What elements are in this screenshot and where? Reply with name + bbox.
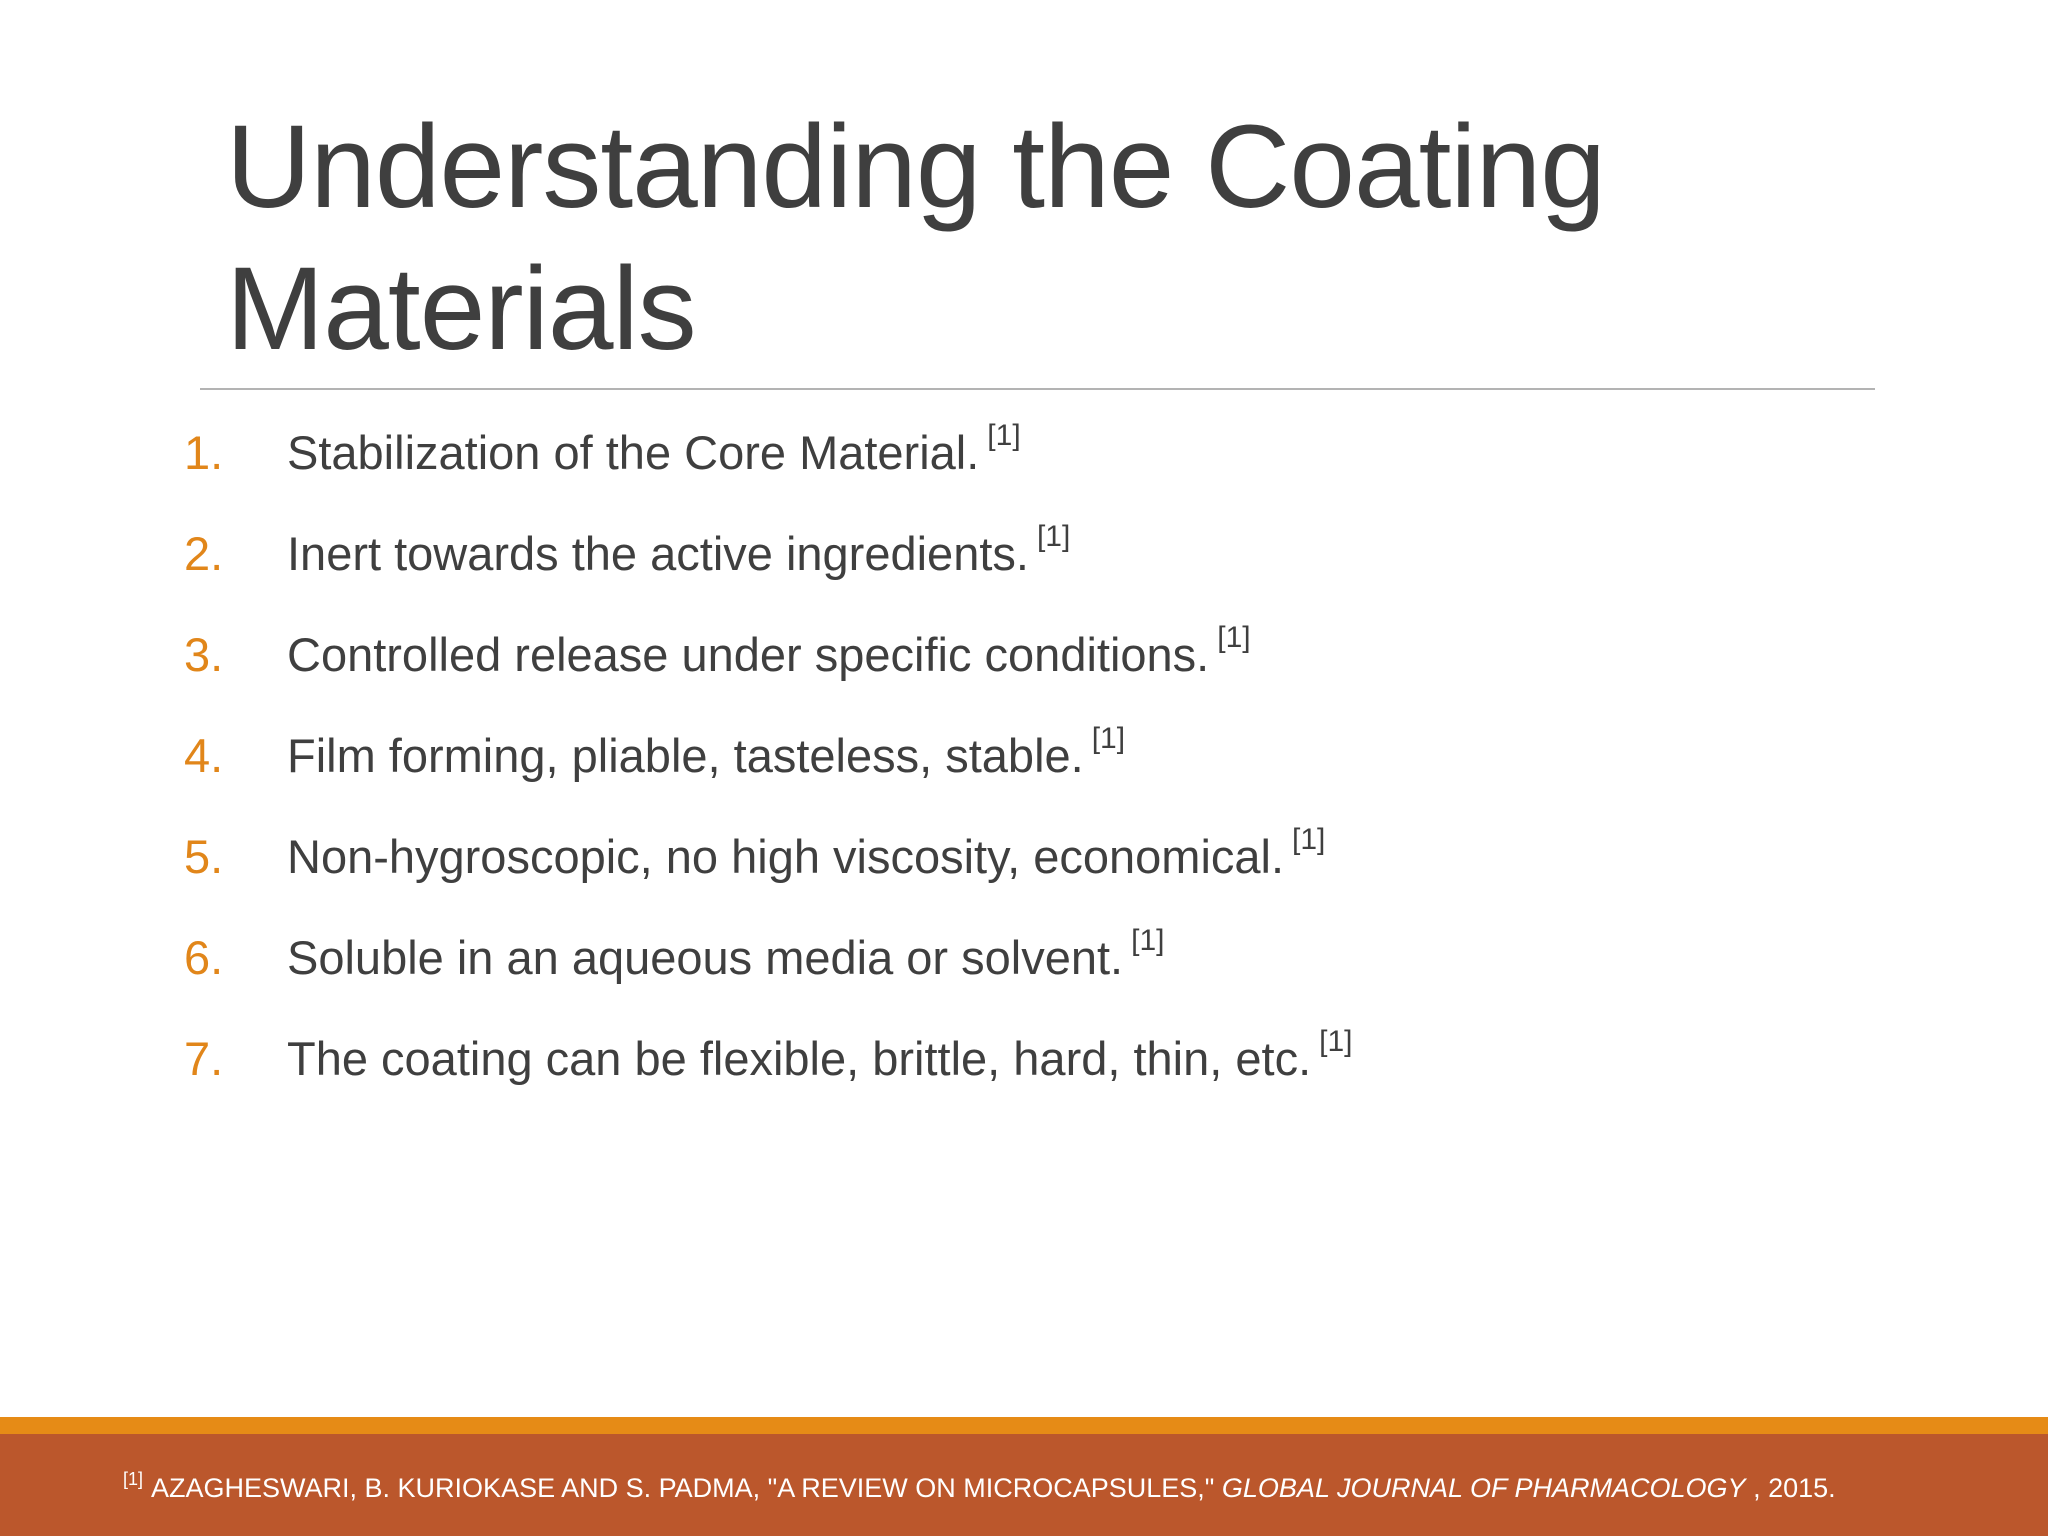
- citation-marker: [1]: [1036, 520, 1071, 553]
- item-number: 5.: [184, 830, 224, 883]
- reference-journal: GLOBAL JOURNAL OF PHARMACOLOGY: [1221, 1473, 1746, 1503]
- citation-marker: [1]: [1292, 823, 1326, 856]
- requirements-list: [0, 418, 2048, 1125]
- item-text: [287, 923, 1164, 993]
- item-number: 3.: [184, 628, 224, 681]
- reference-year: , 2015.: [1745, 1473, 1836, 1503]
- item-label: Film forming, pliable, tasteless, stable.: [287, 729, 1084, 782]
- title-divider: [200, 388, 1875, 390]
- citation-marker: [1]: [1217, 621, 1251, 654]
- list-item: [0, 721, 2048, 822]
- item-label: The coating can be flexible, brittle, hard, thin, etc.: [287, 1032, 1312, 1085]
- item-number: 1.: [184, 426, 224, 479]
- item-label: Soluble in an aqueous media or solvent.: [287, 931, 1124, 984]
- item-number: 2.: [184, 527, 224, 580]
- citation-marker: [1]: [1131, 924, 1165, 957]
- list-item: [0, 822, 2048, 923]
- item-text: [287, 519, 1070, 589]
- list-item: [0, 620, 2048, 721]
- item-text: [287, 721, 1125, 791]
- item-text: [287, 822, 1325, 892]
- citation-marker: [1]: [1091, 722, 1126, 755]
- item-text: [287, 620, 1251, 690]
- reference-marker: [1]: [123, 1469, 144, 1489]
- item-label: Non-hygroscopic, no high viscosity, economical.: [287, 830, 1285, 883]
- item-label: Stabilization of the Core Material.: [287, 426, 980, 479]
- footer-reference: [123, 1470, 1836, 1506]
- item-number: 6.: [184, 931, 224, 984]
- reference-authors-title: AZAGHESWARI, B. KURIOKASE AND S. PADMA, "A REVIEW ON MICROCAPSULES,": [151, 1473, 1222, 1503]
- list-item: [0, 1024, 2048, 1125]
- item-text: [287, 1024, 1353, 1094]
- item-text: [287, 418, 1021, 488]
- item-number: 7.: [184, 1032, 224, 1085]
- item-label: Controlled release under specific conditions.: [287, 628, 1210, 681]
- list-item: [0, 519, 2048, 620]
- slide-title: Understanding the Coating Materials: [226, 101, 1605, 375]
- list-item: [0, 923, 2048, 1024]
- item-label: Inert towards the active ingredients.: [287, 527, 1029, 580]
- footer-accent-stripe: [0, 1417, 2048, 1434]
- citation-marker: [1]: [987, 419, 1021, 452]
- citation-marker: [1]: [1319, 1025, 1353, 1058]
- list-item: [0, 418, 2048, 519]
- item-number: 4.: [184, 729, 224, 782]
